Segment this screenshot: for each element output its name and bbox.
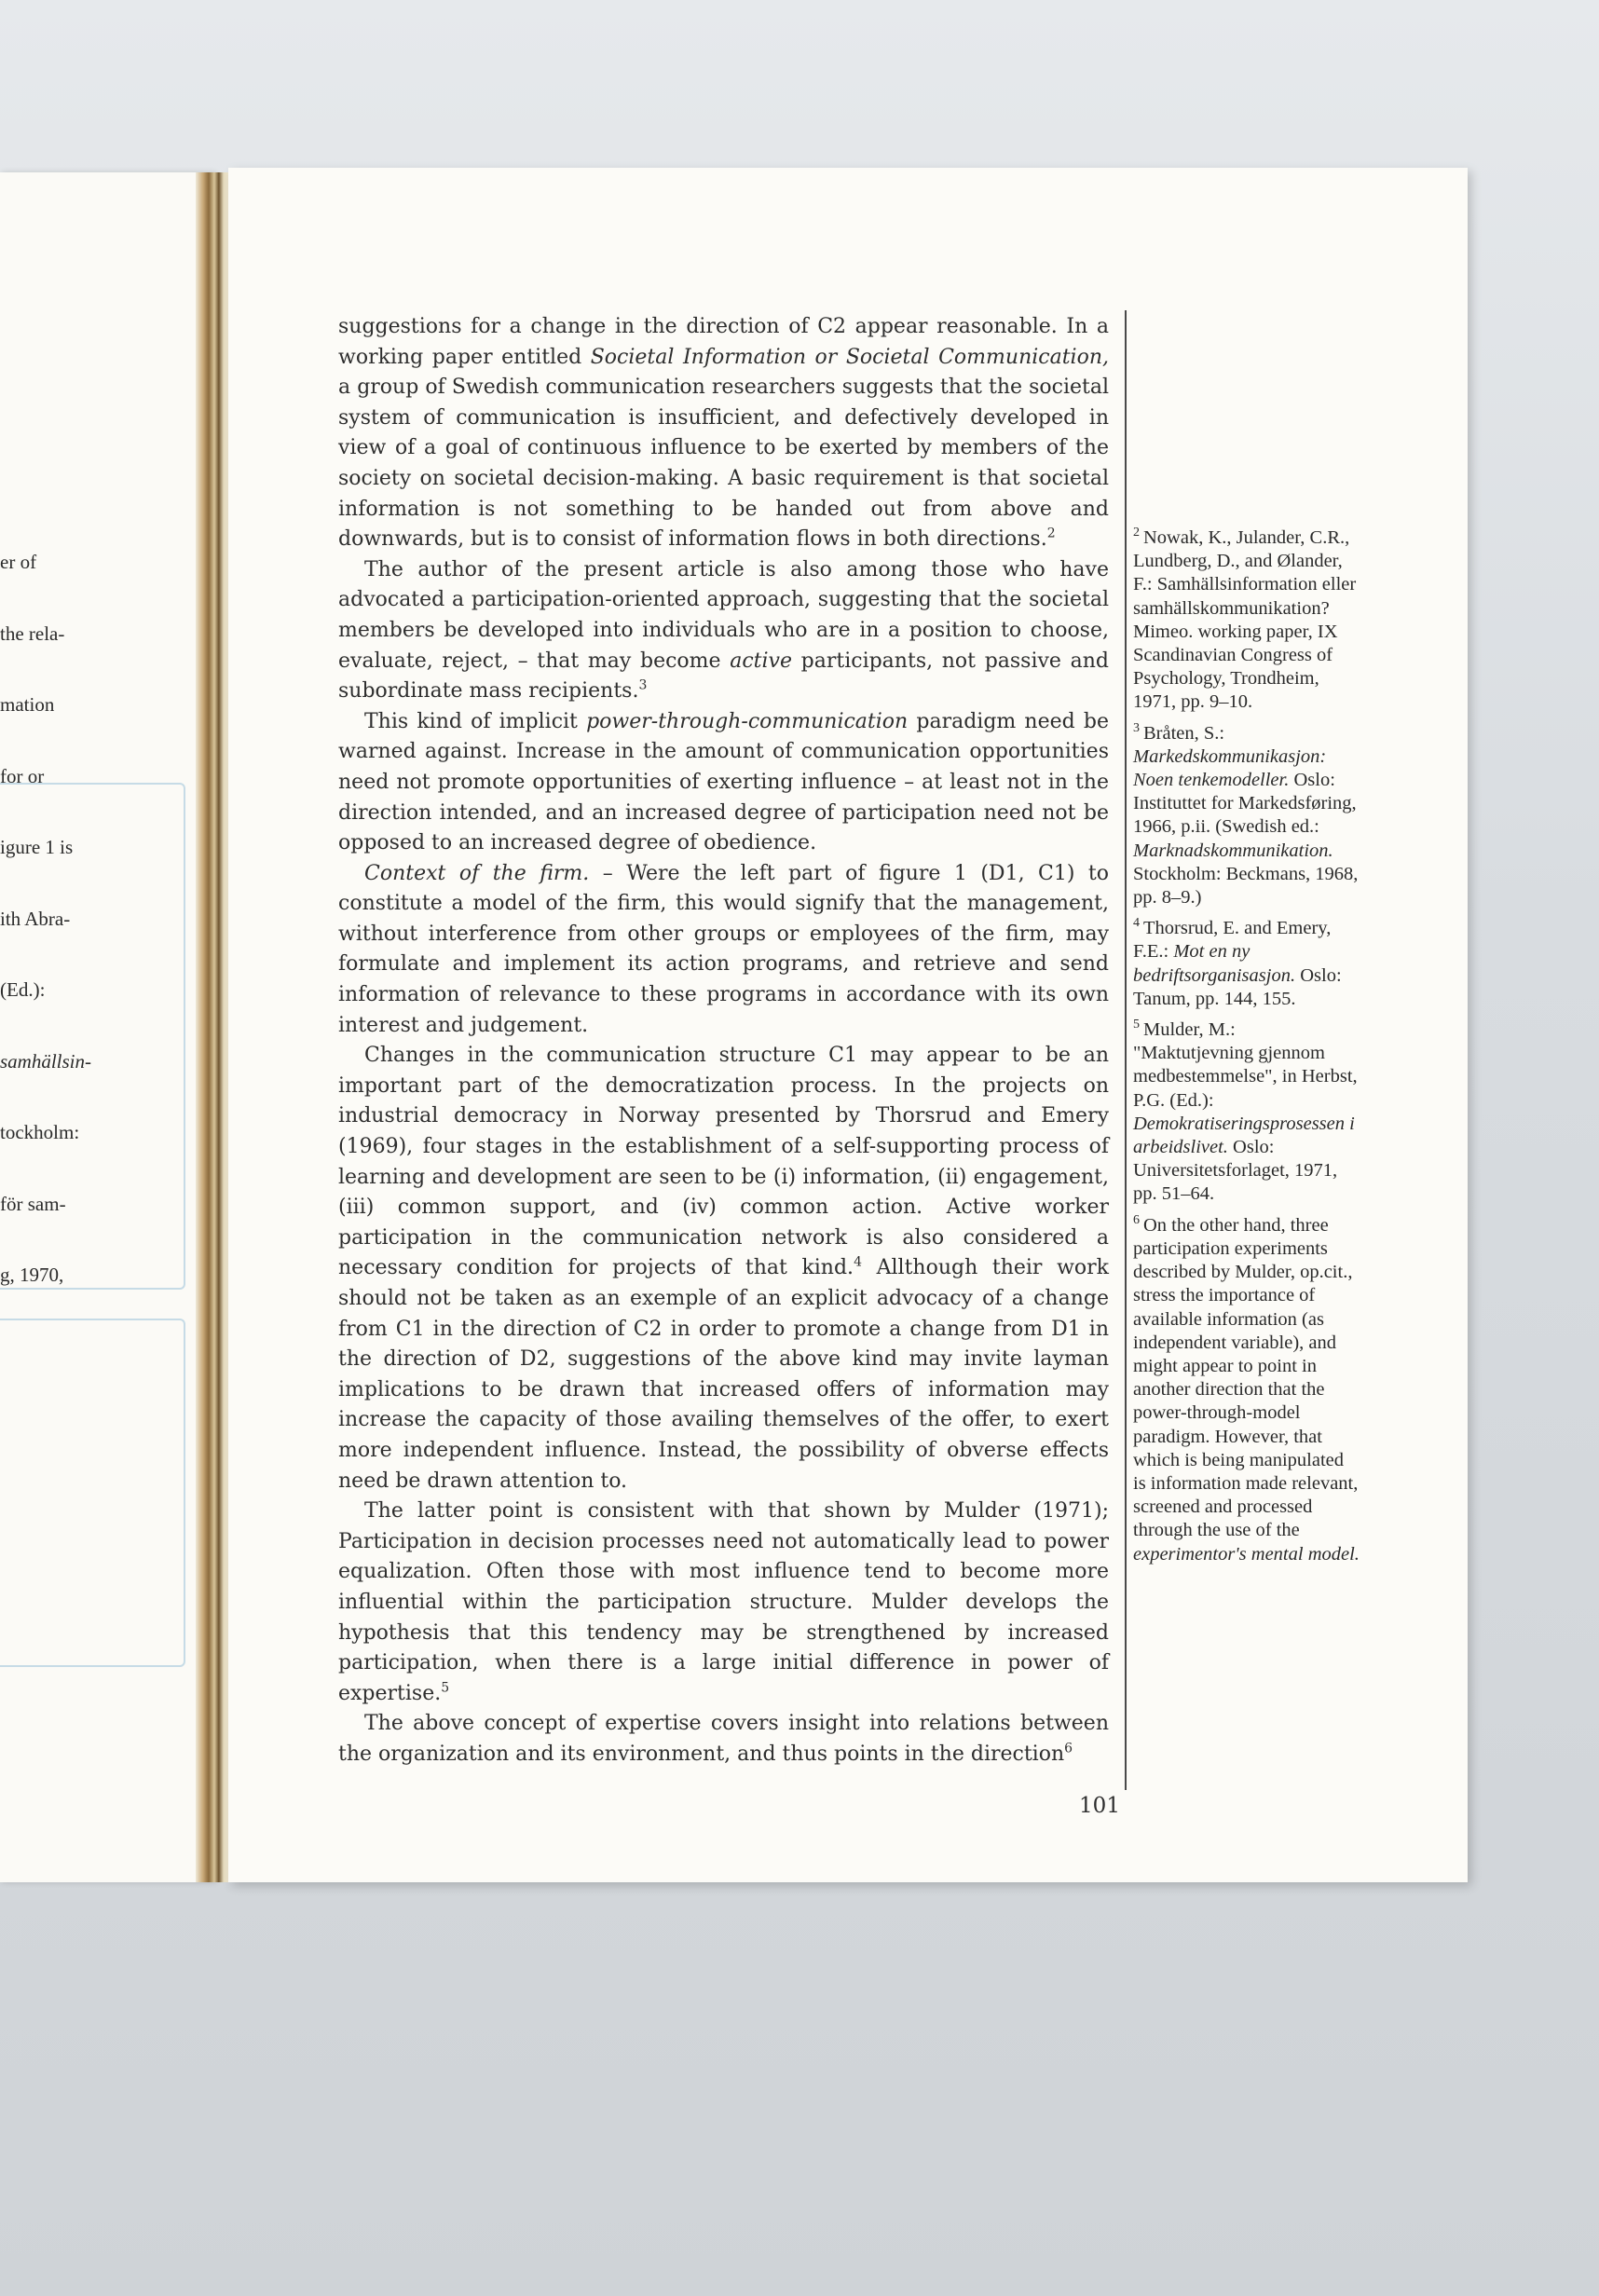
footnote: $^5$ Mulder, M.: "Maktutjevning gjennom medbestemmelse", in Herbst, P.G. (Ed.): Demokratiseringsprosessen i arbeidslivet. Oslo: Universitetsforlaget, 1971, pp. 51–64. xyxy=(1133,1018,1358,1205)
footnote-ref: 5 xyxy=(441,1680,450,1696)
left-line: samhällsin- xyxy=(0,1049,92,1073)
footnote-ref: 6 xyxy=(1064,1741,1073,1756)
footnote: $^4$ Thorsrud, E. and Emery, F.E.: Mot en ny bedriftsorganisasjon. Oslo: Tanum, pp. 144, 155. xyxy=(1133,916,1342,1009)
left-line: mation xyxy=(0,693,55,716)
footnote: $^6$ On the other hand, three participation experiments described by Mulder, op.cit., stress the importance of available information (as independent variable), and might appear to point in another direction that the power-through-model paradigm. However, that which is being manipulated is information made relevant, screened and processed through the use of the experimentor's mental model. xyxy=(1133,1212,1360,1565)
page-number: 101 xyxy=(1079,1794,1120,1818)
left-line: ith Abra- xyxy=(0,907,71,930)
main-text-column xyxy=(338,312,1109,1770)
left-line: (Ed.): xyxy=(0,978,46,1001)
footnote-ref: 2 xyxy=(1046,526,1056,541)
left-page-text xyxy=(0,503,186,1335)
left-line: er of xyxy=(0,551,37,573)
paragraph: This kind of implicit power-through-communication paradigm need be warned against. Increase in the amount of communication opportunities need not promote opportunities of exerting influence – at least not in the direction intended, and an increased degree of participation need not be opposed to an increased degree of obedience. xyxy=(338,709,1109,855)
paragraph: The author of the present article is also among those who have advocated a participation-oriented approach, suggesting that the societal members be developed into individuals who are in a position to choose, evaluate, reject, – that may become active participants, not passive and subordinate mass recipients.$^3$ xyxy=(338,557,1109,704)
paragraph: Context of the firm. – Were the left part of figure 1 (D1, C1) to constitute a model of the firm, this would signify that the management, without interference from other groups or employees of the firm, may formulate and implement its action programs, and retrieve and send information of relevance to these programs in accordance with its own interest and judgement. xyxy=(338,861,1110,1037)
section-heading: Context of the firm. xyxy=(364,861,590,885)
bleed-through-box xyxy=(0,1319,185,1667)
left-line: for or xyxy=(0,764,45,787)
paragraph: The latter point is consistent with that shown by Mulder (1971); Participation in decision processes need not automatically lead to power equalization. Often those with most influence tend to become more influential within the participation structure. Mulder develops the hypothesis that this tendency may be strengthened by increased participation, when there is a large initial difference in power of expertise.$^5$ xyxy=(338,1499,1109,1705)
footnote: $^2$ Nowak, K., Julander, C.R., Lundberg, D., and Ølander, F.: Samhällsinformation eller samhällskommunikation? Mimeo. working paper, IX Scandinavian Congress of Psychology, Trondheim, 1971, pp. 9–10. xyxy=(1133,526,1357,713)
footnote-ref: 4 xyxy=(854,1255,862,1271)
book-gutter xyxy=(196,172,233,1882)
margin-rule xyxy=(1125,310,1127,1790)
paragraph: Changes in the communication structure C1 may appear to be an important part of the democratization process. In the projects on industrial democracy in Norway presented by Thorsrud and Emery (1969), four stages in the establishment of a self-supporting process of learning and development are seen to be (i) information, (ii) engagement, (iii) common support, and (iv) common action. Active worker participation in the communication network is also considered a necessary condition for projects of that kind.$^4$ Allthough their work should not be taken as an exemple of an explicit advocacy of a change from C1 in the direction of C2 in order to promote a change from D1 in the direction of D2, suggestions of the above kind may invite layman implications to be drawn that increased offers of information may increase the capacity of those availing themselves of the offer, to exert more independent influence. Instead, the possibility of obverse effects need be drawn attention to. xyxy=(338,1044,1109,1493)
left-line: för sam- xyxy=(0,1192,66,1215)
footnote: $^3$ Bråten, S.: Markedskommunikasjon: Noen tenkemodeller. Oslo: Instituttet for Markedsføring, 1966, p.ii. (Swedish ed.: Marknadskommunikation. Stockholm: Beckmans, 1968, pp. 8–9.) xyxy=(1133,720,1359,909)
left-line: tockholm: xyxy=(0,1121,80,1143)
footnote-ref: 3 xyxy=(638,677,648,693)
left-line: igure 1 is xyxy=(0,836,74,858)
paragraph: The above concept of expertise covers insight into relations between the organization and its environment, and thus points in the direction$^6$ xyxy=(338,1712,1109,1766)
left-facing-page xyxy=(0,172,214,1882)
margin-footnotes xyxy=(1133,526,1360,1574)
left-line: g, 1970, xyxy=(0,1264,64,1286)
paragraph: suggestions for a change in the direction of C2 appear reasonable. In a working paper entitled Societal Information or Societal Communication, a group of Swedish communication researchers suggests that the societal system of communication is insufficient, and defectively developed in view of a goal of continuous influence to be exerted by members of the society on societal decision-making. A basic requirement is that societal information is not something to be handed out from above and downwards, but is to consist of information flows in both directions.$^2$ xyxy=(338,315,1109,552)
left-line: the rela- xyxy=(0,622,65,645)
